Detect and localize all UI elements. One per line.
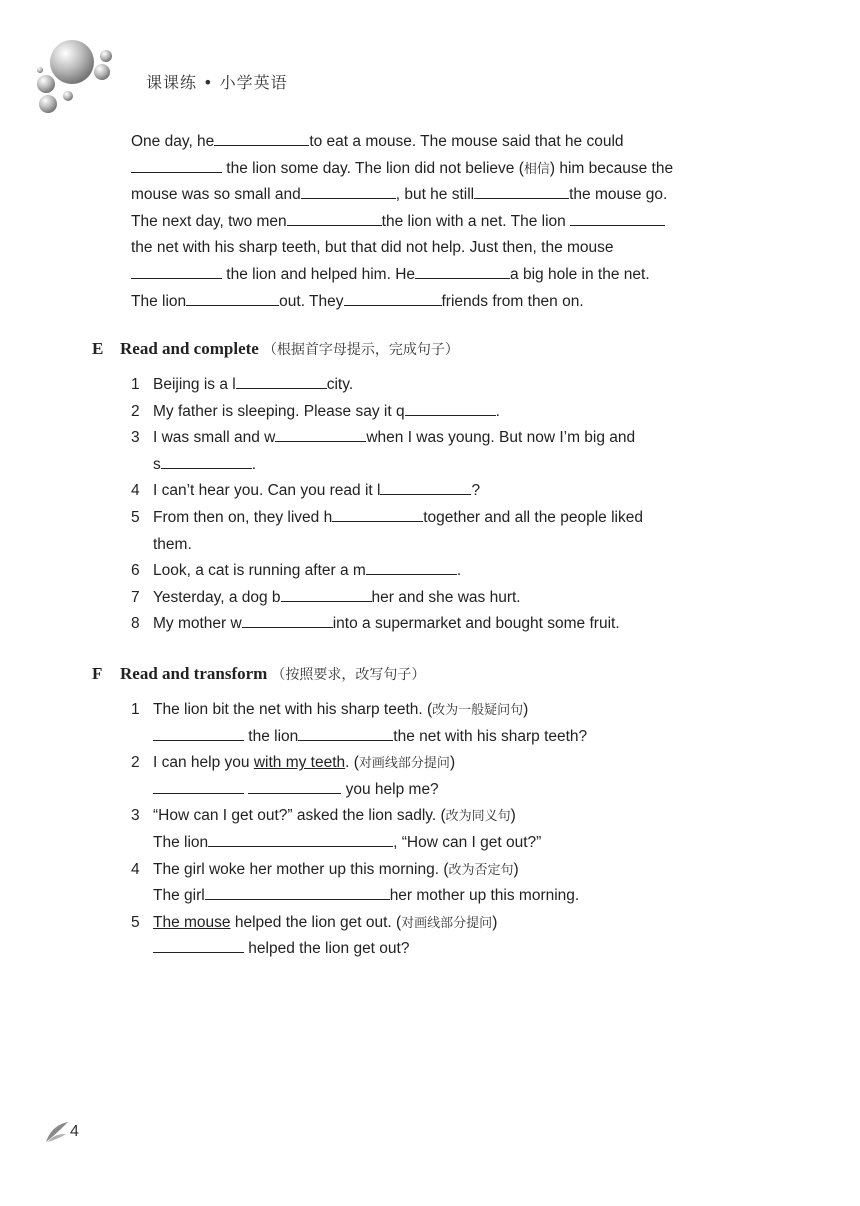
question-number: 6 xyxy=(131,562,140,580)
answer-blank[interactable] xyxy=(214,130,309,146)
section-letter: E xyxy=(92,339,104,358)
section-f-heading xyxy=(92,664,425,684)
question-item xyxy=(131,803,751,856)
text: her mother up this morning. xyxy=(389,887,580,905)
story-line xyxy=(131,156,731,183)
text: Yesterday, a dog b xyxy=(153,588,281,606)
question-number: 4 xyxy=(131,860,140,878)
text: the lion with a net. The lion xyxy=(381,212,571,230)
instruction-gloss: 改为同义句 xyxy=(445,809,511,825)
text: ) xyxy=(492,913,498,931)
answer-blank[interactable] xyxy=(275,426,366,442)
text: , but he still xyxy=(395,186,475,204)
question-number: 2 xyxy=(131,402,140,420)
text: ) xyxy=(513,860,519,878)
story-line xyxy=(131,262,731,289)
text: The next day, two men xyxy=(131,212,287,230)
answer-blank[interactable] xyxy=(298,725,393,741)
story-line xyxy=(131,182,731,209)
story-passage xyxy=(131,129,731,315)
text: to eat a mouse. The mouse said that he could xyxy=(309,133,624,150)
text: . xyxy=(456,562,462,580)
text: together and all the people liked xyxy=(423,508,643,526)
question-item xyxy=(131,399,751,426)
story-line xyxy=(131,235,731,262)
text: helped the lion get out. ( xyxy=(230,913,402,931)
answer-blank[interactable] xyxy=(131,263,222,279)
text: ? xyxy=(471,482,481,500)
answer-blank[interactable] xyxy=(205,884,390,900)
answer-blank[interactable] xyxy=(131,157,222,173)
question-number: 1 xyxy=(131,701,140,718)
answer-blank[interactable] xyxy=(344,290,442,306)
underlined-phrase: The mouse xyxy=(153,913,231,931)
text: My mother w xyxy=(153,615,242,633)
page-number: 4 xyxy=(70,1123,79,1140)
text: friends from then on. xyxy=(441,292,584,310)
text: a big hole in the net. xyxy=(510,265,650,283)
text: city. xyxy=(326,376,354,393)
header-title: 课课练 • 小学英语 xyxy=(146,73,288,92)
text: them. xyxy=(153,535,192,553)
question-number: 4 xyxy=(131,482,140,500)
answer-blank[interactable] xyxy=(242,612,333,628)
text: helped the lion get out? xyxy=(244,940,410,958)
text: the lion some day. The lion did not believe ( xyxy=(222,159,524,177)
answer-blank[interactable] xyxy=(186,290,279,306)
question-item xyxy=(131,857,751,910)
text: mouse was so small and xyxy=(131,186,301,204)
answer-blank[interactable] xyxy=(287,210,382,226)
text: out. They xyxy=(279,292,344,310)
text: The lion xyxy=(131,292,187,310)
question-item xyxy=(131,585,751,612)
question-item xyxy=(131,611,751,638)
text: . xyxy=(251,455,257,473)
answer-blank[interactable] xyxy=(281,586,372,602)
question-item xyxy=(131,478,751,505)
answer-blank[interactable] xyxy=(332,506,423,522)
question-number: 3 xyxy=(131,429,140,447)
question-item xyxy=(131,558,751,585)
text: s xyxy=(153,455,161,473)
answer-blank[interactable] xyxy=(208,831,393,847)
text: , “How can I get out?” xyxy=(393,833,542,851)
section-title: Read and transform xyxy=(120,664,268,683)
section-f-items xyxy=(131,697,751,963)
question-item xyxy=(131,697,751,750)
text: ) xyxy=(449,754,456,772)
text: From then on, they lived h xyxy=(153,508,333,526)
answer-blank[interactable] xyxy=(405,400,496,416)
question-number: 5 xyxy=(131,508,140,526)
answer-blank[interactable] xyxy=(366,559,457,575)
text: I can’t hear you. Can you read it l xyxy=(153,482,381,500)
text: I can help you xyxy=(153,754,254,772)
text: the net with his sharp teeth, but that did not help. Just then, the mouse xyxy=(131,239,614,257)
text: The lion bit the net with his sharp teeth. ( xyxy=(153,701,433,718)
answer-blank[interactable] xyxy=(236,373,327,389)
text: her and she was hurt. xyxy=(371,588,521,606)
question-number: 2 xyxy=(131,754,140,772)
section-hint: （按照要求，改写句子） xyxy=(271,667,426,683)
instruction-gloss: 对画线部分提问 xyxy=(401,915,493,931)
text: ) xyxy=(523,701,529,718)
question-number: 7 xyxy=(131,588,140,606)
text: . xyxy=(495,402,500,420)
text: The lion xyxy=(153,833,209,851)
chinese-gloss: 相信 xyxy=(523,161,550,177)
story-line xyxy=(131,129,731,156)
question-number: 5 xyxy=(131,913,140,931)
question-item xyxy=(131,910,751,963)
instruction-gloss: 改为否定句 xyxy=(448,862,514,878)
instruction-gloss: 对画线部分提问 xyxy=(358,756,450,772)
text: I was small and w xyxy=(153,429,276,447)
question-number: 1 xyxy=(131,376,140,393)
bubbles-logo-icon xyxy=(34,38,124,118)
section-e-heading xyxy=(92,339,459,359)
text: . ( xyxy=(345,754,359,772)
text: the mouse go. xyxy=(569,186,668,204)
question-item xyxy=(131,372,751,399)
text: The girl woke her mother up this morning. ( xyxy=(153,860,449,878)
answer-blank[interactable] xyxy=(380,479,471,495)
text: Beijing is a l xyxy=(153,376,236,393)
text: the net with his sharp teeth? xyxy=(393,727,588,745)
underlined-phrase: with my teeth xyxy=(253,754,346,772)
story-line xyxy=(131,209,731,236)
text: ) xyxy=(510,807,516,825)
text: “How can I get out?” asked the lion sadly. ( xyxy=(153,807,446,825)
answer-blank[interactable] xyxy=(570,210,665,226)
section-e-items xyxy=(131,372,751,638)
answer-blank[interactable] xyxy=(301,183,396,199)
answer-blank[interactable] xyxy=(153,937,244,953)
text: Look, a cat is running after a m xyxy=(153,562,366,580)
answer-blank[interactable] xyxy=(161,453,252,469)
question-number: 3 xyxy=(131,807,140,825)
text: the lion xyxy=(244,727,299,745)
answer-blank[interactable] xyxy=(153,725,244,741)
leaf-icon xyxy=(44,1118,70,1144)
instruction-gloss: 改为一般疑问句 xyxy=(432,703,524,718)
answer-blank[interactable] xyxy=(248,778,341,794)
section-letter: F xyxy=(92,664,103,683)
answer-blank[interactable] xyxy=(153,778,244,794)
story-line xyxy=(131,289,731,316)
section-title: Read and complete xyxy=(120,339,259,358)
section-hint: （根据首字母提示，完成句子） xyxy=(262,342,459,358)
answer-blank[interactable] xyxy=(415,263,510,279)
text: into a supermarket and bought some fruit. xyxy=(332,615,620,633)
question-item xyxy=(131,750,751,803)
text: My father is sleeping. Please say it q xyxy=(153,402,405,420)
text: ) him because the xyxy=(549,159,674,177)
text: One day, he xyxy=(131,133,215,150)
text: The girl xyxy=(153,887,205,905)
text: you help me? xyxy=(341,780,439,798)
text: when I was young. But now I’m big and xyxy=(366,429,636,447)
question-number: 8 xyxy=(131,615,140,633)
question-item xyxy=(131,505,751,558)
answer-blank[interactable] xyxy=(474,183,569,199)
text: the lion and helped him. He xyxy=(222,265,416,283)
question-item xyxy=(131,425,751,478)
